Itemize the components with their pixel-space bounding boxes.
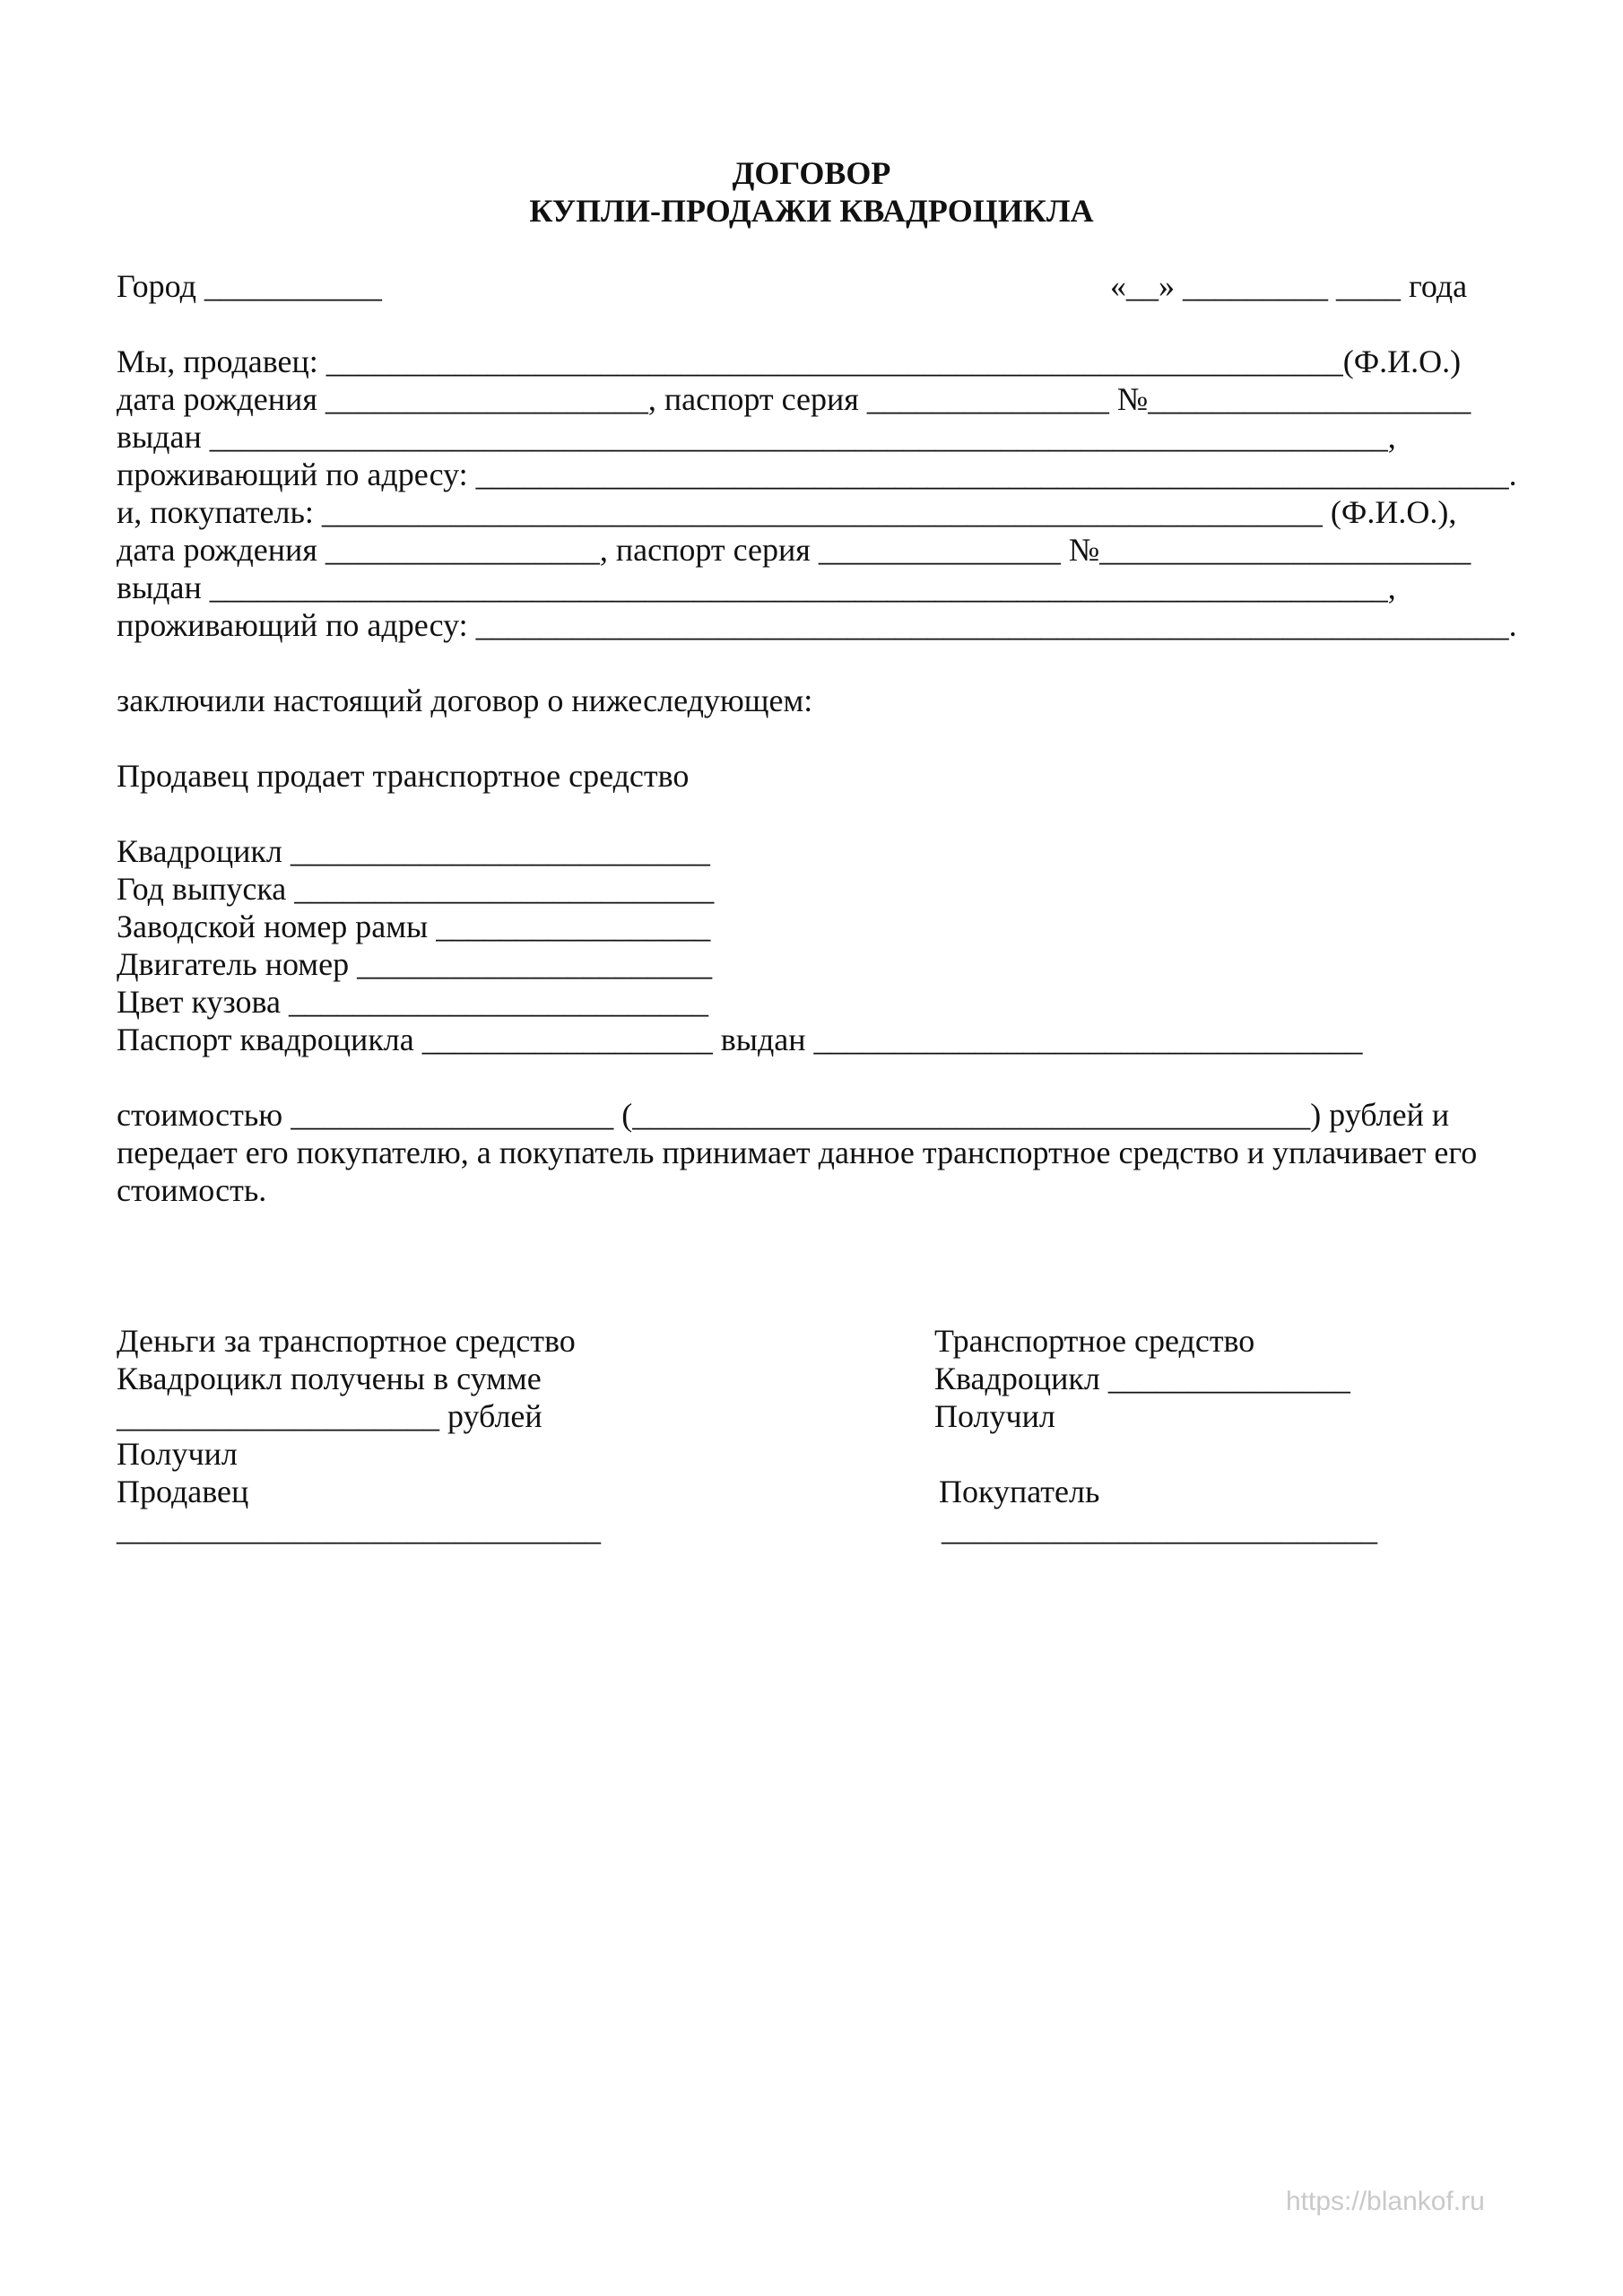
buyer-issued-line: выдан _________________________________________________________________________, xyxy=(117,570,1396,605)
vehicle-year-line: Год выпуска __________________________ xyxy=(117,871,715,907)
buyer-birth-line: дата рождения _________________, паспорт серия _______________ №_______________________ xyxy=(117,532,1471,568)
seller-sign-l5: Продавец xyxy=(117,1474,249,1509)
seller-name-line: Мы, продавец: _______________________________________________________________(Ф.И.О.) xyxy=(117,344,1462,379)
buyer-sign-l3: Получил xyxy=(934,1398,1055,1434)
vehicle-atv-line: Квадроцикл __________________________ xyxy=(117,833,710,869)
vehicle-frame-line: Заводской номер рамы _________________ xyxy=(117,909,711,944)
seller-sign-l2: Квадроцикл получены в сумме xyxy=(117,1361,542,1396)
buyer-sign-l4: Покупатель xyxy=(939,1474,1100,1509)
seller-sign-l3: ____________________ рублей xyxy=(117,1398,542,1434)
buyer-address-line: проживающий по адресу: ________________________________________________________________. xyxy=(117,607,1517,643)
seller-signature-line: ______________________________ xyxy=(117,1511,601,1547)
concluded-text: заключили настоящий договор о нижеследующем: xyxy=(117,683,813,718)
vehicle-passport-line: Паспорт квадроцикла __________________ выдан __________________________________ xyxy=(117,1022,1363,1057)
price-line2: передает его покупателю, а покупатель принимает данное транспортное средство и уплачивает его xyxy=(117,1135,1478,1170)
seller-sign-l4: Получил xyxy=(117,1436,238,1472)
buyer-sign-l2: Квадроцикл _______________ xyxy=(934,1361,1350,1396)
price-line3: стоимость. xyxy=(117,1172,267,1208)
vehicle-color-line: Цвет кузова __________________________ xyxy=(117,984,708,1020)
seller-issued-line: выдан _________________________________________________________________________, xyxy=(117,419,1396,455)
sells-text: Продавец продает транспортное средство xyxy=(117,758,690,794)
price-line1: стоимостью ____________________ (__________________________________________) рублей и xyxy=(117,1097,1450,1133)
seller-sign-l1: Деньги за транспортное средство xyxy=(117,1323,576,1359)
date-field: «__» _________ ____ года xyxy=(1110,268,1468,304)
buyer-sign-l1: Транспортное средство xyxy=(934,1323,1255,1359)
seller-birth-line: дата рождения ____________________, паспорт серия _______________ №____________________ xyxy=(117,381,1471,417)
document-title-line1: ДОГОВОР xyxy=(732,155,891,191)
document-title-line2: КУПЛИ-ПРОДАЖИ КВАДРОЦИКЛА xyxy=(529,193,1094,229)
buyer-signature-line: ___________________________ xyxy=(942,1511,1377,1547)
watermark-link[interactable]: https://blankof.ru xyxy=(1286,2187,1485,2216)
vehicle-engine-line: Двигатель номер ______________________ xyxy=(117,946,713,982)
seller-address-line: проживающий по адресу: ________________________________________________________________. xyxy=(117,457,1517,492)
city-field: Город ___________ xyxy=(117,268,382,304)
buyer-name-line: и, покупатель: ______________________________________________________________ (Ф.И.О.), xyxy=(117,494,1457,530)
